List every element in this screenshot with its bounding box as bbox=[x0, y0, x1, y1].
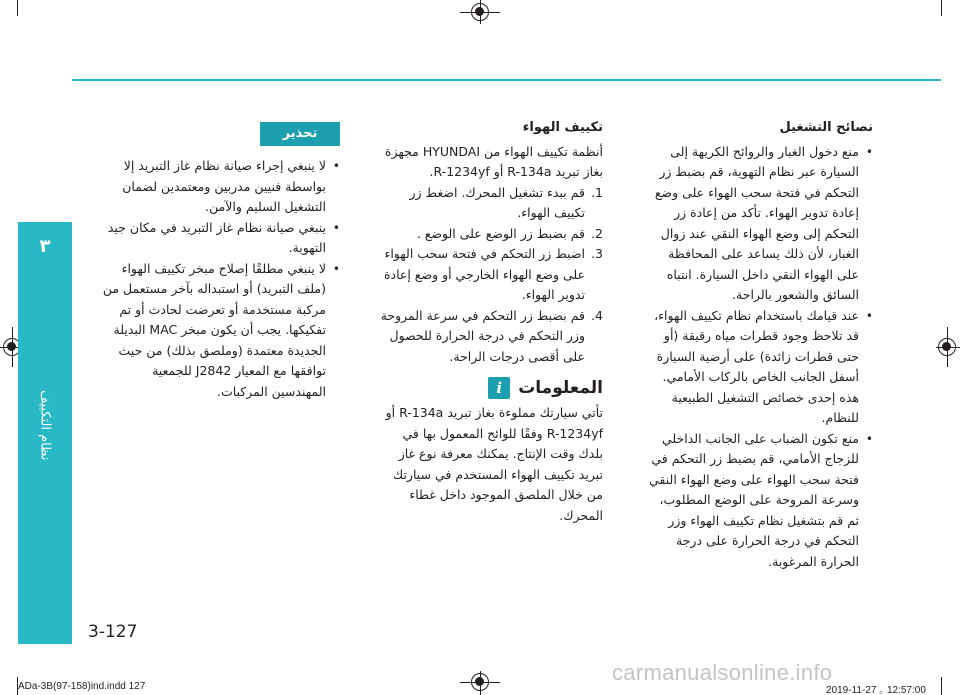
list-item bbox=[375, 244, 603, 306]
step-text: قم بضبط زر التحكم في سرعة المروحة وزر التحكم في درجة الحرارة للحصول على أقصى درجات الراحة. bbox=[380, 307, 585, 364]
print-timestamp: 2019-11-27 ｡ 12:57:00 bbox=[826, 685, 926, 695]
registration-mark-right-icon bbox=[938, 338, 956, 356]
crop-mark-top-right-v bbox=[941, 0, 942, 16]
step-text: اضبط زر التحكم في فتحة سحب الهواء على وضع الهواء الخارجي أو وضع إعادة تدوير الهواء. bbox=[383, 246, 585, 302]
warning-label: تحذير bbox=[282, 125, 318, 141]
list-item bbox=[375, 183, 603, 224]
step-number: 1. bbox=[591, 184, 603, 200]
warning-section bbox=[100, 118, 340, 402]
step-number: 3. bbox=[591, 246, 603, 261]
page-number: 3-127 bbox=[88, 622, 138, 642]
air-conditioning-intro: أنظمة تكييف الهواء من HYUNDAI مجهزة بغاز تبريد R-134a أو R-1234yf. bbox=[384, 143, 603, 179]
crop-mark-top-left-v bbox=[17, 0, 18, 16]
operating-tips-section bbox=[645, 118, 873, 572]
operating-tips-list bbox=[645, 142, 873, 573]
registration-mark-top-icon bbox=[471, 3, 489, 21]
watermark: carmanualsonline.info bbox=[612, 660, 833, 685]
list-item: • ينبغي صيانة نظام غاز التبريد في مكان جيد التهوية. bbox=[100, 218, 340, 259]
info-icon: i bbox=[488, 377, 510, 399]
warning-list bbox=[100, 156, 340, 402]
list-item: • منع تكون الضباب على الجانب الداخلي للزجاج الأمامي، قم بضبط زر التحكم في فتحة سحب الهواء على وضع الهواء النقي وسرعة المروحة على الوضع المطلوب، ثم قم بتشغيل نظام تكييف الهواء وزر التحكم في درجة الحرارة على درجة الحرارة المرغوبة. bbox=[645, 429, 873, 573]
list-item: • لا ينبغي إجراء صيانة نظام غاز التبريد إلا بواسطة فنيين مدربين ومعتمدين لضمان التشغيل السليم والآمن. bbox=[100, 156, 340, 218]
list-item: • لا ينبغي مطلقًا إصلاح مبخر تكييف الهواء (ملف التبريد) أو استبداله بآخر مستعمل من مركبة مستخدمة أو تعرضت لحادث أو تم تفكيكها. يجب أن يكون مبخر MAC البديلة الجديدة معتمدة (وملصق بذلك) من حيث توافقها مع المعيار J2842 للجمعية المهندسين المركبات. bbox=[100, 259, 340, 403]
list-item bbox=[375, 224, 603, 245]
list-item: • عند قيامك باستخدام نظام تكييف الهواء، قد تلاحظ وجود قطرات مياه رقيقة (أو حتى قطرات زائدة) على أرضية السيارة أسفل الجانب الخاص بالركاب الأمامي. هذه إحدى خصائص التشغيل الطبيعية للنظام. bbox=[645, 306, 873, 429]
list-item bbox=[375, 306, 603, 368]
file-info: ADa-3B(97-158)ind.indd 127 bbox=[18, 681, 146, 692]
step-text: قم بضبط زر الوضع على الوضع . bbox=[416, 225, 585, 241]
chapter-title: نظام التكييف bbox=[37, 389, 53, 461]
warning-label-box bbox=[260, 122, 340, 146]
information-text: تأتي سيارتك مملوءة بغاز تبريد R-134a أو R-1234yf وفقًا للوائح المعمول بها في بلدك وقت الإنتاج. يمكنك معرفة نوع غاز تبريد تكييف الهواء المستخدم في سيارتك من خلال الملصق الموجود داخل غطاء المحرك. bbox=[385, 405, 603, 523]
step-number: 2. bbox=[591, 225, 603, 241]
chapter-number: ٣ bbox=[39, 235, 51, 257]
step-number: 4. bbox=[591, 307, 603, 323]
crop-mark-bottom-right-v bbox=[941, 677, 942, 695]
step-text: قم ببدء تشغيل المحرك. اضغط زر تكييف الهواء. bbox=[409, 184, 585, 220]
air-conditioning-section bbox=[375, 118, 603, 526]
air-conditioning-steps bbox=[375, 183, 603, 368]
operating-tips-heading: نصائح التشغيل bbox=[779, 120, 873, 135]
list-item: • منع دخول الغبار والروائح الكريهة إلى السيارة عبر نظام التهوية، قم بضبط زر التحكم في فتحة سحب الهواء على وضع إعادة تدوير الهواء. تأكد من إعادة زر التحكم إلى وضع الهواء النقي عند زوال الغبار، لأن ذلك يساعد على المحافظة على الهواء النقي داخل السيارة. انتباه السائق والشعور بالراحة. bbox=[645, 142, 873, 306]
information-title: المعلومات bbox=[518, 377, 603, 398]
air-conditioning-heading: تكييف الهواء bbox=[522, 120, 603, 135]
registration-mark-bottom-icon bbox=[471, 673, 489, 691]
header-rule bbox=[72, 79, 941, 81]
information-header bbox=[375, 377, 603, 399]
